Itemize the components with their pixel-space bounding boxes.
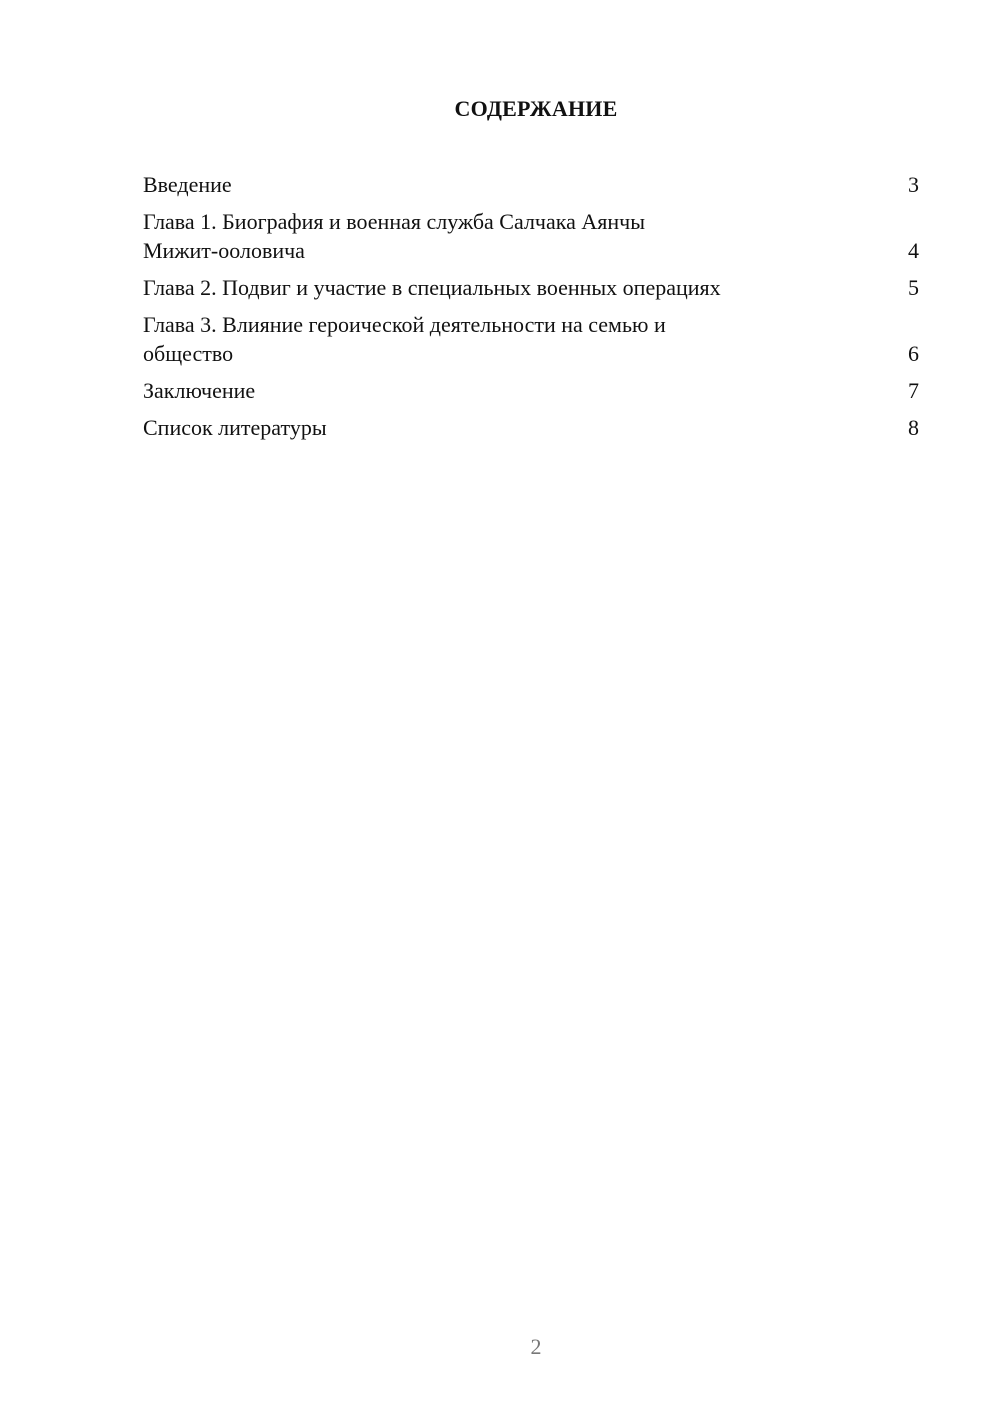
- table-of-contents: [143, 170, 919, 450]
- toc-entry-page: 4: [908, 238, 919, 263]
- toc-entry-introduction: [143, 170, 919, 199]
- toc-entry-text: Глава 2. Подвиг и участие в специальных военных операциях: [143, 275, 721, 300]
- toc-entry-chapter-2: [143, 273, 919, 302]
- toc-entry-page: 8: [908, 415, 919, 440]
- toc-entry-text: Список литературы: [143, 415, 327, 440]
- toc-entry-page: 6: [908, 341, 919, 366]
- toc-title: СОДЕРЖАНИЕ: [454, 96, 618, 121]
- toc-entry-references: [143, 413, 919, 442]
- toc-entry-text: Глава 1. Биография и военная служба Салчака Аянчы Мижит-ооловича: [143, 209, 645, 263]
- toc-entry-chapter-3: [143, 310, 919, 368]
- toc-entry-text: Заключение: [143, 378, 256, 403]
- toc-entry-page: 7: [908, 378, 919, 403]
- toc-entry-page: 3: [908, 172, 919, 197]
- toc-entry-page: 5: [908, 275, 919, 300]
- toc-entry-conclusion: [143, 376, 919, 405]
- toc-entry-text: Глава 3. Влияние героической деятельности на семью и общество: [143, 312, 666, 366]
- toc-entry-chapter-1: [143, 207, 919, 265]
- page-number: 2: [530, 1334, 542, 1359]
- toc-entry-text: Введение: [143, 172, 232, 197]
